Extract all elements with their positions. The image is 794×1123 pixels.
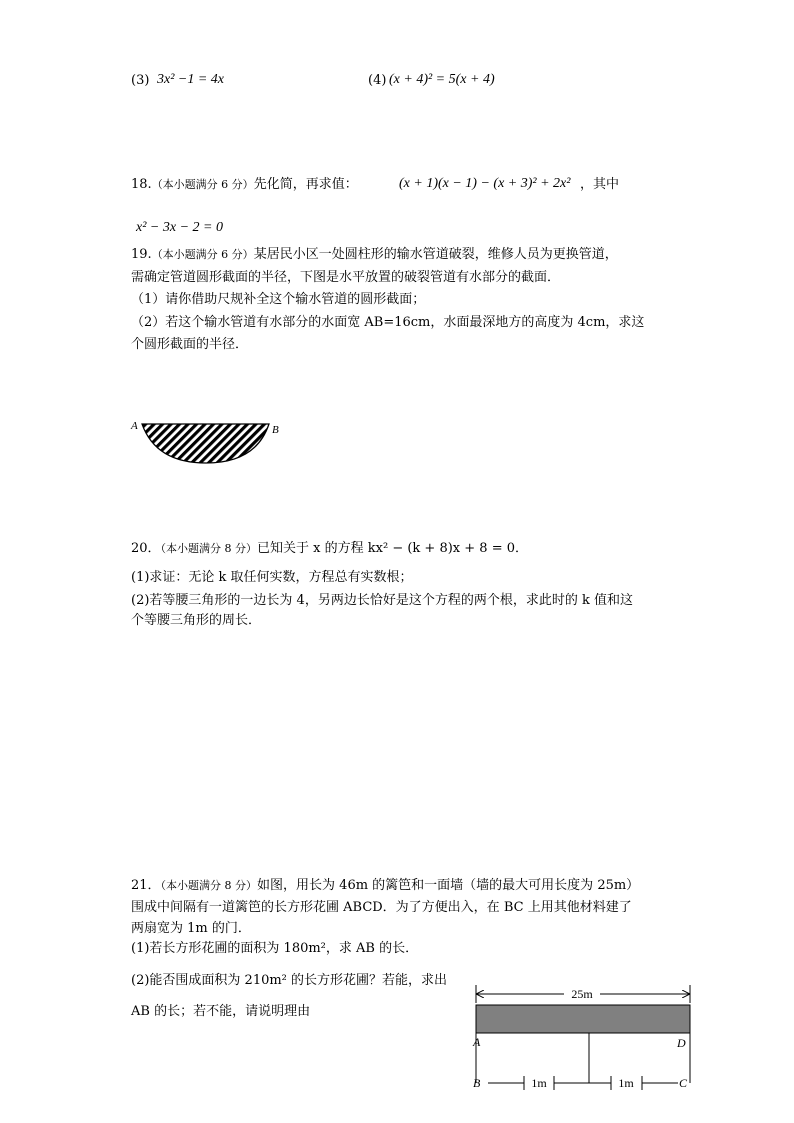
q20-part2-cont: 个等腰三角形的周长． [131, 613, 262, 628]
q21-text-3: 两扇宽为 1m 的门． [131, 921, 251, 936]
q19-text-1: 某居民小区一处圆柱形的输水管道破裂，维修人员为更换管道， [253, 247, 618, 262]
vertex-d-label: D [677, 1036, 686, 1050]
vertex-c-label: C [679, 1076, 688, 1090]
point-a-label: A [131, 420, 138, 432]
water-area-shape [142, 424, 269, 463]
wall-length-label: 25m [571, 987, 593, 1001]
wall [476, 1005, 690, 1033]
q21-line1 [131, 878, 639, 894]
q19-text-5: 个圆形截面的半径． [131, 337, 249, 352]
q18-number: 18. [131, 177, 152, 192]
q19-text-3: （1）请你借助尺规补全这个输水管道的圆形截面； [131, 292, 426, 307]
q21-part2: (2)能否围成面积为 210m² 的长方形花圃？若能，求出 [131, 973, 448, 988]
q20-number: 20． [131, 541, 161, 556]
q18-tail: ，其中 [580, 177, 620, 192]
q19-number: 19. [131, 247, 152, 262]
q18-instruction: 先化简，再求值： [253, 177, 358, 192]
q17-part4-label: (4) [368, 73, 387, 88]
q19-points: （本小题满分 6 分） [151, 248, 254, 261]
q18-condition: x² − 3x − 2 = 0 [136, 220, 223, 235]
q20-points: （本小题满分 8 分） [160, 542, 258, 555]
q17-part3-label: (3) [131, 73, 150, 88]
q21-part2-cont: AB 的长；若不能，请说明理由 [131, 1004, 311, 1019]
door2-width-label: 1m [618, 1076, 634, 1090]
q21-text-2: 围成中间隔有一道篱笆的长方形花圃 ABCD．为了方便出入，在 BC 上用其他材料建了 [131, 900, 632, 915]
pipe-section-figure [128, 414, 288, 470]
point-b-label: B [272, 424, 279, 436]
door1-width-label: 1m [531, 1076, 547, 1090]
q17-part4-equation: (x + 4)² = 5(x + 4) [389, 72, 495, 87]
q19-line1 [131, 247, 618, 263]
vertex-b-label: B [473, 1076, 481, 1090]
q19-text-4: （2）若这个输水管道有水部分的水面宽 AB=16cm，水面最深地方的高度为 4cm，求这 [131, 315, 645, 330]
q20-header [131, 541, 528, 557]
q20-part2: (2)若等腰三角形的一边长为 4，另两边长恰好是这个方程的两个根，求此时的 k 值和这 [131, 593, 633, 608]
q21-text-1: 如图，用长为 46m 的篱笆和一面墙（墙的最大可用长度为 25m） [257, 878, 640, 893]
garden-plot-figure [466, 983, 696, 1093]
q18-header [131, 177, 358, 193]
q20-text: 已知关于 x 的方程 kx² − (k + 8)x + 8 = 0． [257, 541, 528, 556]
q18-expression: (x + 1)(x − 1) − (x + 3)² + 2x² [399, 176, 571, 191]
q21-points: （本小题满分 8 分） [160, 879, 258, 892]
q18-points: （本小题满分 6 分） [151, 178, 254, 191]
q21-part1: (1)若长方形花圃的面积为 180m²，求 AB 的长． [131, 941, 419, 956]
q17-part3-equation: 3x² −1 = 4x [157, 72, 225, 87]
q19-text-2: 需确定管道圆形截面的半径，下图是水平放置的破裂管道有水部分的截面． [131, 270, 561, 285]
q21-number: 21． [131, 878, 161, 893]
q20-part1: (1)求证：无论 k 取任何实数，方程总有实数根； [131, 570, 413, 585]
vertex-a-label: A [473, 1035, 481, 1049]
